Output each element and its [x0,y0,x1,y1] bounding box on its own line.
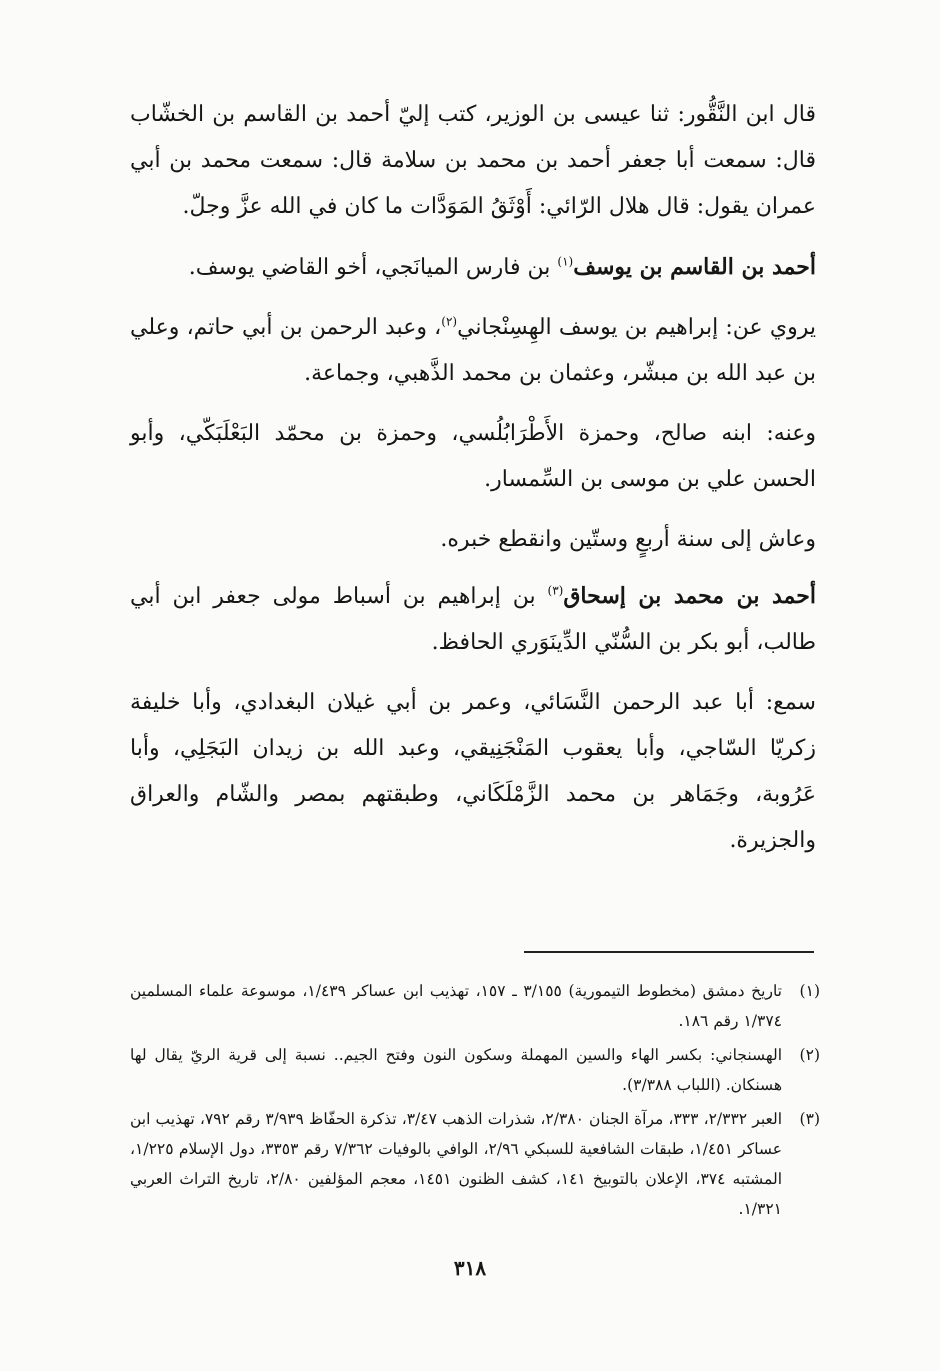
paragraph-narrates-from [130,305,816,397]
footnotes [130,976,820,1228]
footnote-3 [130,1104,820,1224]
footnote-number: (١) [799,982,820,1000]
paragraph-heard-from: سمع: أبا عبد الرحمن النَّسَائي، وعمر بن أبي غيلان البغدادي، وأبا خليفة زكريّا السّاجي، وأبا يعقوب المَنْجَنِيقي، وعبد الله بن زيدان البَجَلِي، وأبا عَرُوبة، وجَمَاهر بن محمد الزَّمْلَكَاني، وطبقتهم بمصر والشّام والعراق والجزيرة. [130,690,816,853]
footnote-1 [130,976,820,1036]
footnote-divider [524,951,814,953]
paragraph-text: ، وعبد الرحمن بن أبي حاتم، وعلي بن عبد الله بن مبشّر، وعثمان بن محمد الذَّهبي، وجماعة. [130,315,816,386]
footnote-ref: (٢) [441,314,458,329]
footnote-number: (٣) [799,1110,820,1128]
entry-text: بن إبراهيم بن أسباط مولى جعفر ابن أبي طالب، أبو بكر بن السُّنّي الدِّينَوَري الحافظ. [130,584,816,655]
footnote-text: الهسنجاني: بكسر الهاء والسين المهملة وسكون النون وفتح الجيم.. نسبة إلى قرية الريّ يقال لها هسنكان. (اللباب ٣/٣٨٨). [130,1046,782,1094]
entry-ahmad-ibn-al-qasim [130,244,816,291]
paragraph-narrated-by: وعنه: ابنه صالح، وحمزة الأَطْرَابُلُسي، وحمزة بن محمّد البَعْلَبَكّي، وأبو الحسن علي بن موسى بن السِّمسار. [130,421,816,492]
page-number: ٣١٨ [453,1256,487,1280]
footnote-ref: (٣) [547,583,564,598]
main-text [130,92,816,878]
entry-name: أحمد بن القاسم بن يوسف [573,254,816,280]
entry-ahmad-ibn-muhammad [130,573,816,666]
footnote-number: (٢) [799,1046,820,1064]
paragraph-text: يروي عن: إبراهيم بن يوسف الهِسِنْجاني [457,315,816,340]
footnote-ref: (١) [557,254,574,269]
paragraph-hilal-quote: قال ابن النَّقُّور: ثنا عيسى بن الوزير، كتب إليّ أحمد بن القاسم بن الخشّاب قال: سمعت أبا جعفر أحمد بن محمد بن سلامة قال: سمعت محمد بن أبي عمران يقول: قال هلال الرّائي: أَوْثَقُ المَوَدَّات ما كان في الله عزَّ وجلّ. [130,102,816,219]
entry-name: أحمد بن محمد بن إسحاق [563,583,816,609]
footnote-text: تاريخ دمشق (مخطوط التيمورية) ٣/١٥٥ ـ ١٥٧، تهذيب ابن عساكر ١/٤٣٩، موسوعة علماء المسلمين ١/٣٧٤ رقم ١٨٦. [130,982,782,1030]
paragraph-lived-until: وعاش إلى سنة أربعٍ وستّين وانقطع خبره. [440,527,816,552]
entry-text: بن فارس الميانَجي، أخو القاضي يوسف. [188,255,558,280]
footnote-2 [130,1040,820,1100]
footnote-text: العبر ٢/٣٣٢، ٣٣٣، مرآة الجنان ٢/٣٨٠، شذرات الذهب ٣/٤٧، تذكرة الحفّاظ ٣/٩٣٩ رقم ٧٩٢، تهذيب ابن عساكر ١/٤٥١، طبقات الشافعية للسبكي ٢/٩٦، الوافي بالوفيات ٧/٣٦٢ رقم ٣٣٥٣، دول الإسلام ١/٢٢٥، المشتبه ٣٧٤، الإعلان بالتوبيخ ١٤١، كشف الظنون ١٤٥١، معجم المؤلفين ٢/٨٠، تاريخ التراث العربي ١/٣٢١. [130,1110,782,1218]
